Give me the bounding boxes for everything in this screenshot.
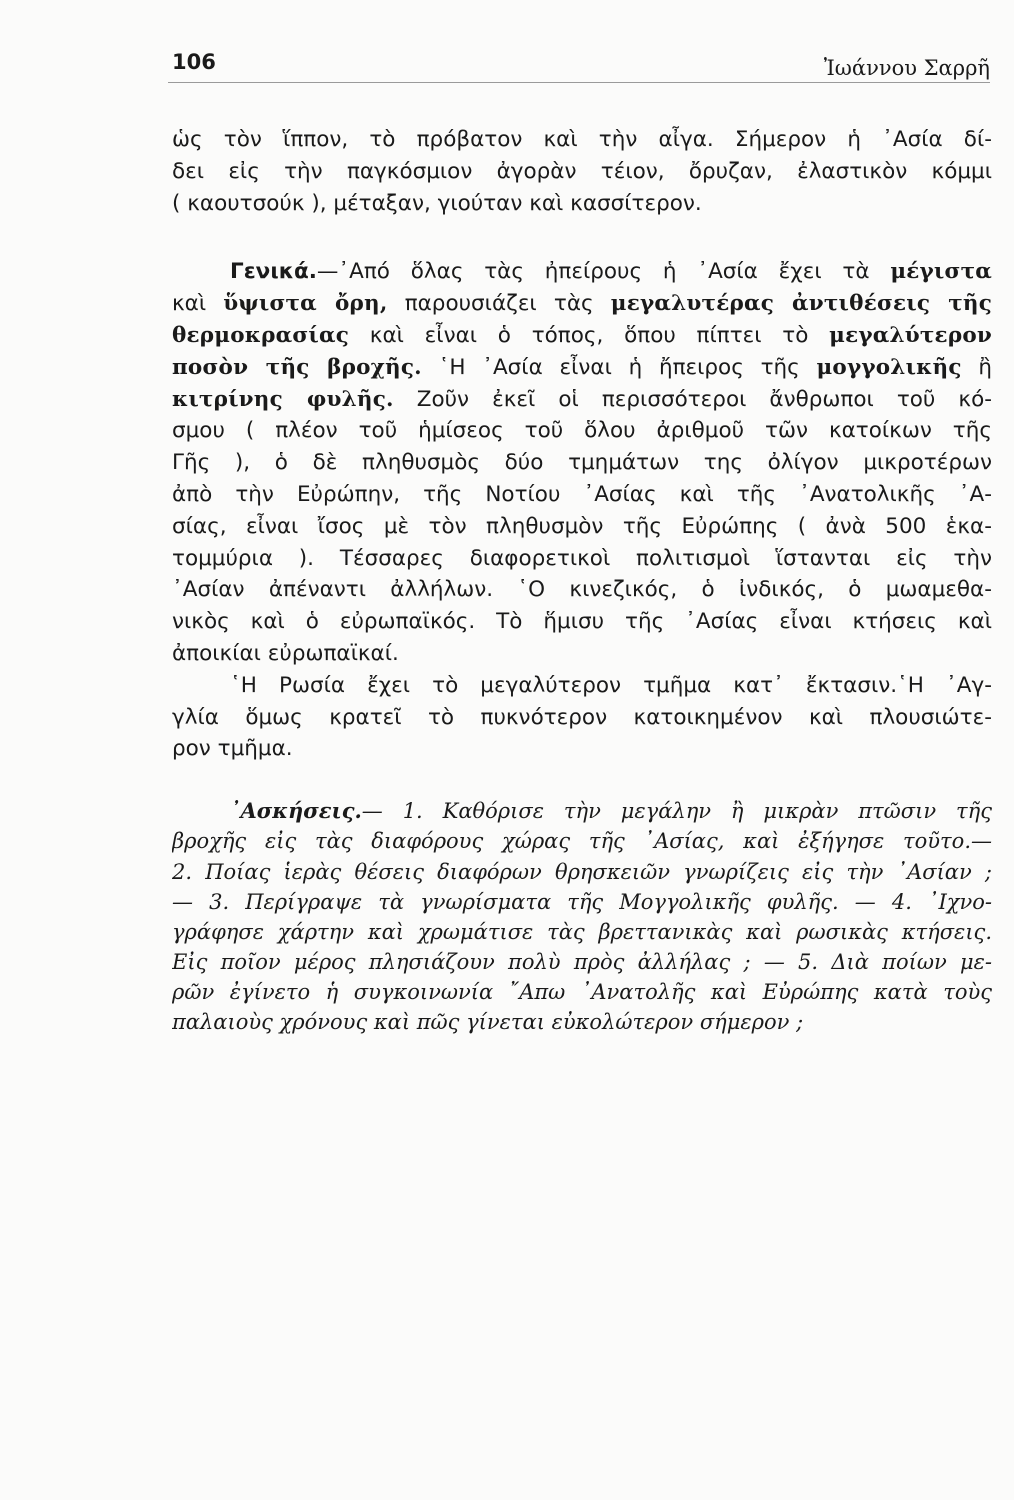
text-line: σίας, εἶναι ἴσος μὲ τὸν πληθυσμὸν τῆς Εὐρώπης ( ἀνὰ 500 ἑκα- [172, 513, 992, 539]
text-line: Γῆς ), ὁ δὲ πληθυσμὸς δύο τμημάτων της ὀλίγον μικροτέρων [172, 450, 992, 476]
text-line: σμου ( πλέον τοῦ ἡμίσεος τοῦ ὅλου ἀριθμοῦ τῶν κατοίκων τῆς [172, 418, 992, 444]
page-number: 106 [172, 50, 216, 74]
text-line: Εἰς ποῖον μέρος πλησιάζουν πολὺ πρὸς ἀλλήλας ; — 5. Διὰ ποίων με- [172, 950, 992, 975]
text-line: δει εἰς τὴν παγκόσμιον ἀγορὰν τέιον, ὄρυζαν, ἐλαστικὸν κόμμι [172, 158, 992, 184]
text-line: θερμοκρασίας καὶ εἶναι ὁ τόπος, ὅπου πίπτει τὸ μεγαλύτερον [172, 322, 992, 348]
section-heading-genika: Γενικά. [230, 259, 317, 285]
text-line: ἀπὸ τὴν Εὐρώπην, τῆς Νοτίου ᾿Ασίας καὶ τῆς ᾿Ανατολικῆς ᾿Α- [172, 481, 992, 507]
text-line: ( καουτσούκ ), μέταξαν, γιούταν καὶ κασσίτερον. [172, 190, 702, 216]
text-line: καὶ ὕψιστα ὄρη, παρουσιάζει τὰς μεγαλυτέρας ἀντιθέσεις τῆς [172, 291, 992, 317]
text-line: γλία ὅμως κρατεῖ τὸ πυκνότερον κατοικημένον καὶ πλουσιώτε- [172, 704, 992, 730]
page-body [172, 124, 992, 1038]
text-line: ποσὸν τῆς βροχῆς. ῾Η ᾿Ασία εἶναι ἡ ἤπειρος τῆς μογγολικῆς ἢ [172, 354, 992, 380]
text-line: ρον τμῆμα. [172, 736, 293, 762]
page-header [172, 44, 990, 84]
text-line: ῾Η Ρωσία ἔχει τὸ μεγαλύτερον τμῆμα κατ᾽ ἔκτασιν.῾Η ᾿Αγ- [230, 672, 992, 698]
running-head: Ἰωάννου Σαρρῆ [823, 56, 990, 80]
paragraph-1 [172, 124, 992, 219]
text-line: τομμύρια ). Τέσσαρες διαφορετικοὶ πολιτισμοὶ ἵστανται εἰς τὴν [172, 545, 992, 571]
text-line: ρῶν ἐγίνετο ἡ συγκοινωνία ῎Απω ᾿Ανατολῆς καὶ Εὐρώπης κατὰ τοὺς [172, 980, 992, 1005]
text-line: ὡς τὸν ἵππον, τὸ πρόβατον καὶ τὴν αἶγα. Σήμερον ἡ ᾿Ασία δί- [172, 127, 992, 152]
text-line: κιτρίνης φυλῆς. Ζοῦν ἐκεῖ οἱ περισσότεροι ἄνθρωποι τοῦ κό- [172, 386, 992, 412]
text-line: νικὸς καὶ ὁ εὐρωπαϊκός. Τὸ ἥμισυ τῆς ᾿Ασίας εἶναι κτήσεις καὶ [172, 609, 992, 635]
text-line: ᾿Ασίαν ἀπέναντι ἀλλήλων. ῾Ο κινεζικός, ὁ ἰνδικός, ὁ μωαμεθα- [172, 577, 992, 603]
exercises-heading: ᾿Ασκήσεις. [230, 798, 362, 824]
text-line: παλαιοὺς χρόνους καὶ πῶς γίνεται εὐκολώτερον σήμερον ; [172, 1010, 804, 1035]
exercises [172, 796, 992, 1038]
paragraph-3 [172, 670, 992, 765]
text-line: ἀποικίαι εὐρωπαϊκαί. [172, 640, 399, 666]
text-line: Γενικά.—᾿Από ὅλας τὰς ἠπείρους ἡ ᾿Ασία ἔχει τὰ μέγιστα [230, 259, 992, 285]
paragraph-2 [172, 256, 992, 669]
text-line: βροχῆς εἰς τὰς διαφόρους χώρας τῆς ᾿Ασίας, καὶ ἐξήγησε τοῦτο.— [172, 829, 992, 854]
text-line: γράφησε χάρτην καὶ χρωμάτισε τὰς βρεττανικὰς καὶ ρωσικὰς κτήσεις. [172, 919, 992, 944]
text-line: ᾿Ασκήσεις.— 1. Καθόρισε τὴν μεγάλην ἢ μικρὰν πτῶσιν τῆς [230, 798, 992, 824]
text-line: 2. Ποίας ἱερὰς θέσεις διαφόρων θρησκειῶν γνωρίζεις εἰς τὴν ᾿Ασίαν ; [172, 859, 992, 884]
header-rule [168, 82, 990, 83]
text-line: — 3. Περίγραψε τὰ γνωρίσματα τῆς Μογγολικῆς φυλῆς. — 4. ᾿Ιχνο- [172, 889, 992, 914]
